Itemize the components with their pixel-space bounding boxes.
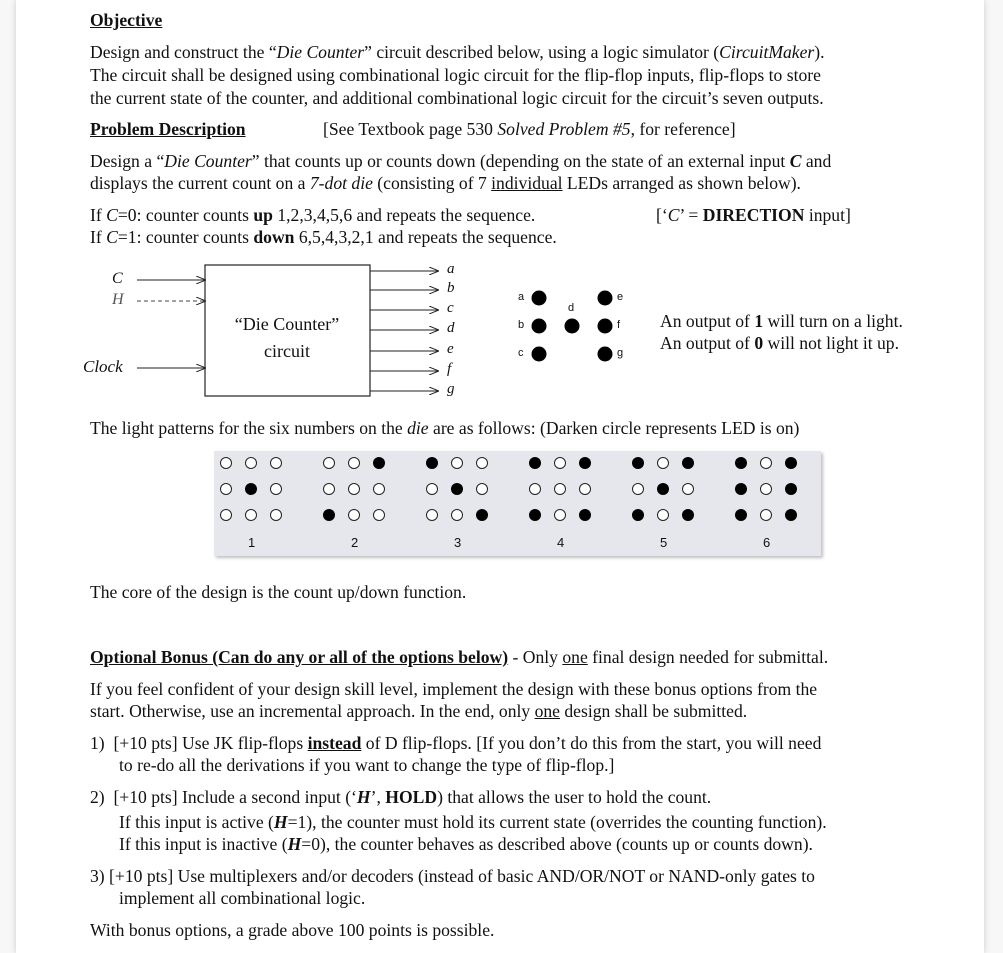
output-f: f	[447, 361, 452, 377]
input-c-label: C	[112, 270, 123, 287]
output-e: e	[447, 341, 454, 357]
dot-f	[598, 319, 613, 334]
led-off-dot	[579, 483, 591, 495]
led-on-dot	[529, 457, 541, 469]
led-off-dot	[451, 509, 463, 521]
led-off-dot	[348, 457, 360, 469]
circuit-subtitle: circuit	[264, 341, 310, 361]
led-off-dot	[245, 457, 257, 469]
led-on-dot	[323, 509, 335, 521]
led-on-dot	[657, 483, 669, 495]
die-face-number: 3	[454, 535, 462, 550]
led-on-dot	[735, 483, 747, 495]
led-on-dot	[529, 509, 541, 521]
led-off-dot	[632, 483, 644, 495]
led-on-dot	[426, 457, 438, 469]
led-off-dot	[245, 509, 257, 521]
objective-line-2: The circuit shall be designed using combinational logic circuit for the flip-flop inputs, flip-flops to store	[90, 65, 821, 85]
led-off-dot	[760, 457, 772, 469]
output-a: a	[447, 261, 455, 277]
input-h-label: H	[112, 291, 124, 308]
circuit-name: “Die Counter”	[234, 314, 340, 334]
output-note-2: An output of 0 will not light it up.	[660, 333, 899, 353]
led-off-dot	[760, 483, 772, 495]
led-on-dot	[632, 509, 644, 521]
bonus-item-2-line-2: If this input is active (H=1), the counter must hold its current state (overrides the counting function).	[119, 812, 827, 832]
bonus-item-3-line-1: 3) [+10 pts] Use multiplexers and/or decoders (instead of basic AND/OR/NOT or NAND-only gates to	[90, 866, 815, 886]
led-on-dot	[735, 509, 747, 521]
dot-label-c: c	[518, 347, 524, 359]
die-face-number: 2	[351, 535, 359, 550]
patterns-caption: The light patterns for the six numbers on the die are as follows: (Darken circle represents LED is on)	[90, 418, 800, 438]
led-on-dot	[735, 457, 747, 469]
led-off-dot	[220, 483, 232, 495]
led-on-dot	[579, 457, 591, 469]
bonus-item-2-line-3: If this input is inactive (H=0), the counter behaves as described above (counts up or counts down).	[119, 834, 813, 854]
led-off-dot	[476, 483, 488, 495]
led-off-dot	[657, 457, 669, 469]
condition-c1: If C=1: counter counts down 6,5,4,3,2,1 and repeats the sequence.	[90, 227, 557, 247]
bonus-intro-2: start. Otherwise, use an incremental approach. In the end, only one design shall be submitted.	[90, 701, 748, 721]
led-on-dot	[785, 483, 797, 495]
led-off-dot	[220, 457, 232, 469]
dot-label-g: g	[617, 347, 624, 359]
dot-e	[598, 291, 613, 306]
led-off-dot	[426, 509, 438, 521]
output-c: c	[447, 300, 454, 316]
led-off-dot	[476, 457, 488, 469]
objective-line-1: Design and construct the “Die Counter” circuit described below, using a logic simulator (CircuitMaker).	[90, 42, 825, 62]
output-note-1: An output of 1 will turn on a light.	[660, 311, 903, 331]
dot-label-b: b	[518, 319, 525, 331]
dot-b	[532, 319, 547, 334]
led-off-dot	[682, 483, 694, 495]
led-off-dot	[373, 483, 385, 495]
die-face-number: 4	[557, 535, 565, 550]
led-off-dot	[323, 457, 335, 469]
problem-line-2: displays the current count on a 7-dot die (consisting of 7 individual LEDs arranged as shown below).	[90, 173, 801, 193]
led-on-dot	[785, 457, 797, 469]
bonus-item-1-line-2: to re-do all the derivations if you want to change the type of flip-flop.]	[119, 755, 615, 775]
direction-note: [‘C’ = DIRECTION input]	[656, 205, 851, 225]
problem-line-1: Design a “Die Counter” that counts up or counts down (depending on the state of an external input C and	[90, 151, 832, 171]
led-on-dot	[785, 509, 797, 521]
led-off-dot	[451, 457, 463, 469]
document-page	[16, 0, 984, 953]
die-patterns-panel	[214, 451, 821, 556]
led-on-dot	[476, 509, 488, 521]
problem-heading: Problem Description	[90, 119, 246, 139]
output-d: d	[447, 320, 455, 336]
led-on-dot	[451, 483, 463, 495]
bonus-item-1-line-1: 1) [+10 pts] Use JK flip-flops instead of D flip-flops. [If you don’t do this from the start, you will need	[90, 733, 822, 753]
led-off-dot	[270, 457, 282, 469]
led-off-dot	[554, 483, 566, 495]
objective-line-3: the current state of the counter, and additional combinational logic circuit for the circuit’s seven outputs.	[90, 88, 824, 108]
led-off-dot	[323, 483, 335, 495]
condition-c0: If C=0: counter counts up 1,2,3,4,5,6 and repeats the sequence.	[90, 205, 536, 225]
core-statement: The core of the design is the count up/down function.	[90, 582, 467, 602]
led-off-dot	[373, 509, 385, 521]
bonus-intro-1: If you feel confident of your design skill level, implement the design with these bonus options from the	[90, 679, 818, 699]
led-on-dot	[579, 509, 591, 521]
die-face-number: 6	[763, 535, 771, 550]
led-on-dot	[632, 457, 644, 469]
dot-d	[565, 319, 580, 334]
output-b: b	[447, 280, 455, 296]
led-off-dot	[657, 509, 669, 521]
led-off-dot	[760, 509, 772, 521]
dot-c	[532, 347, 547, 362]
die-counter-block-diagram	[16, 0, 984, 420]
problem-reference: [See Textbook page 530 Solved Problem #5, for reference]	[323, 119, 736, 139]
dot-g	[598, 347, 613, 362]
dot-label-f: f	[617, 319, 621, 331]
dot-label-e: e	[617, 291, 624, 303]
led-off-dot	[348, 483, 360, 495]
dot-a	[532, 291, 547, 306]
die-face-number: 5	[660, 535, 668, 550]
led-off-dot	[220, 509, 232, 521]
led-off-dot	[348, 509, 360, 521]
led-on-dot	[245, 483, 257, 495]
led-on-dot	[682, 509, 694, 521]
objective-heading: Objective	[90, 10, 163, 30]
output-g: g	[447, 381, 455, 397]
bonus-heading-line: Optional Bonus (Can do any or all of the options below) - Only one final design needed for submittal.	[90, 647, 829, 667]
bonus-heading: Optional Bonus (Can do any or all of the options below)	[90, 647, 509, 667]
input-clock-label: Clock	[83, 357, 123, 376]
led-off-dot	[529, 483, 541, 495]
bonus-item-3-line-2: implement all combinational logic.	[119, 888, 366, 908]
bonus-footer: With bonus options, a grade above 100 points is possible.	[90, 920, 495, 940]
bonus-item-2-line-1: 2) [+10 pts] Include a second input (‘H’, HOLD) that allows the user to hold the count.	[90, 787, 712, 807]
led-off-dot	[426, 483, 438, 495]
die-face-number: 1	[248, 535, 256, 550]
dot-label-a: a	[518, 291, 525, 303]
led-on-dot	[682, 457, 694, 469]
led-on-dot	[373, 457, 385, 469]
led-off-dot	[270, 483, 282, 495]
led-off-dot	[554, 509, 566, 521]
output-arrows	[370, 271, 438, 391]
led-off-dot	[554, 457, 566, 469]
dot-label-d: d	[568, 302, 575, 314]
led-off-dot	[270, 509, 282, 521]
